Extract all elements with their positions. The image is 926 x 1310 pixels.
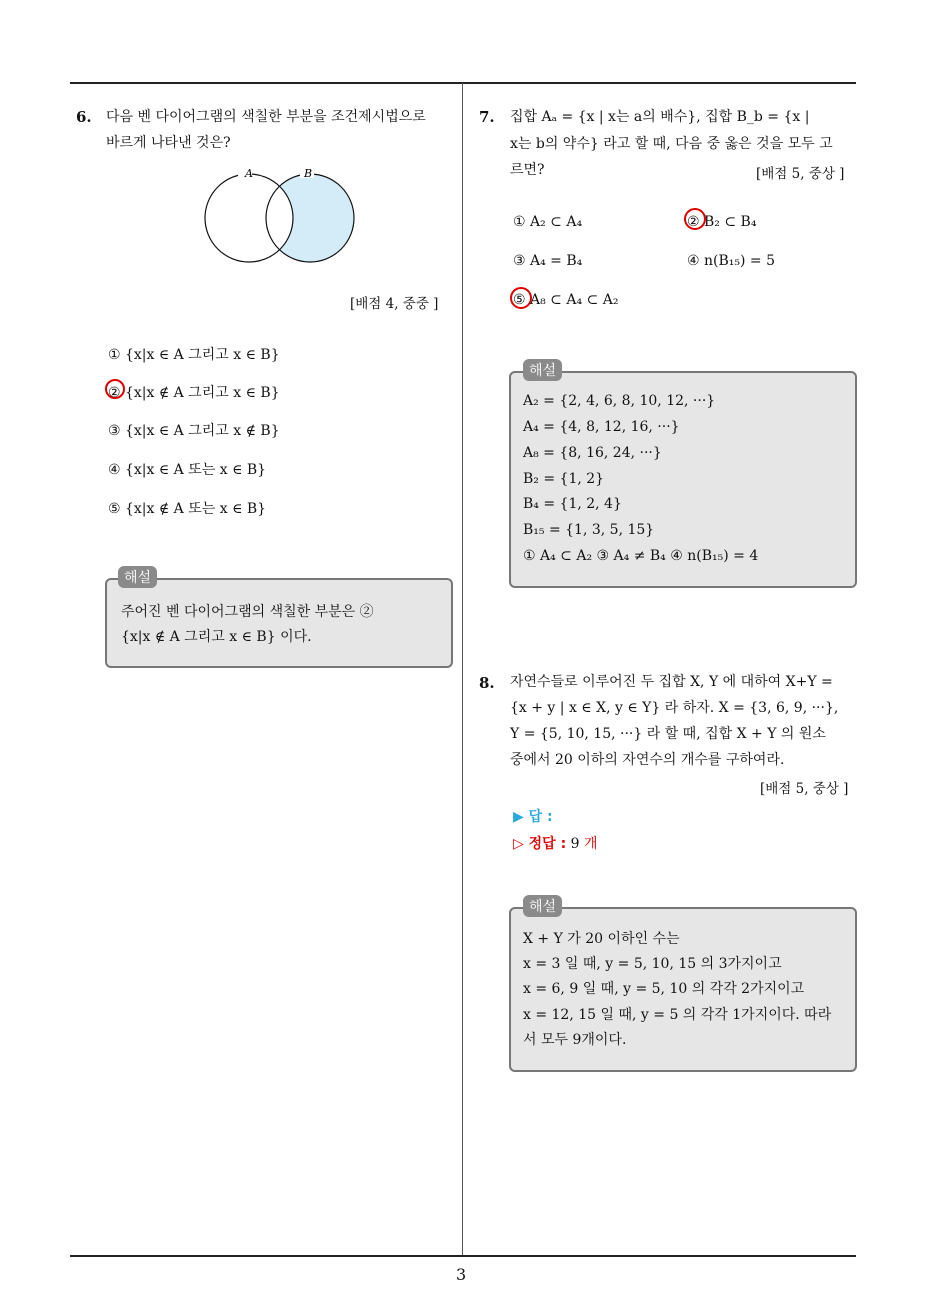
q7-solution-line-2: A₄ = {4, 8, 12, 16, ···} [523, 419, 680, 435]
q8-solution-tag: 해설 [523, 895, 562, 917]
q7-option-5[interactable]: ⑤ A₈ ⊂ A₄ ⊂ A₂ [513, 292, 619, 308]
q6-text-line-1: 다음 벤 다이어그램의 색칠한 부분을 조건제시법으로 [106, 109, 426, 125]
q7-solution-line-7: ① A₄ ⊂ A₂ ③ A₄ ≠ B₄ ④ n(B₁₅) = 4 [523, 548, 759, 564]
q8-correct-answer [513, 833, 598, 853]
q6-text-line-2: 바르게 나타낸 것은? [106, 135, 231, 151]
q7-solution-line-1: A₂ = {2, 4, 6, 8, 10, 12, ···} [523, 393, 716, 409]
column-divider [462, 83, 463, 1256]
q6-option-5[interactable]: ⑤ {x|x ∉ A 또는 x ∈ B} [108, 501, 267, 517]
q7-option-3[interactable]: ③ A₄ = B₄ [513, 253, 583, 269]
q8-solution-line-2: x = 3 일 때, y = 5, 10, 15 의 3가지이고 [523, 956, 782, 972]
q6-option-1[interactable]: ① {x|x ∈ A 그리고 x ∈ B} [108, 347, 280, 363]
q6-number: 6. [76, 108, 92, 126]
q7-score: [배점 5, 중상 ] [756, 166, 845, 182]
q6-option-2[interactable]: ② {x|x ∉ A 그리고 x ∈ B} [108, 385, 280, 401]
q7-solution-line-4: B₂ = {1, 2} [523, 471, 605, 487]
q8-answer-label: ▶ 답 : [513, 809, 553, 825]
q7-text-line-3: 르면? [510, 162, 545, 178]
venn-diagram [198, 166, 363, 270]
q8-solution-line-3: x = 6, 9 일 때, y = 5, 10 의 각각 2가지이고 [523, 981, 805, 997]
q7-text-line-1: 집합 Aₐ = {x | x는 a의 배수}, 집합 B_b = {x | [510, 109, 810, 125]
q8-solution-line-4: x = 12, 15 일 때, y = 5 의 각각 1가지이다. 따라 [523, 1007, 832, 1023]
q8-correct-unit: 개 [584, 836, 598, 852]
q7-solution-line-6: B₁₅ = {1, 3, 5, 15} [523, 522, 655, 538]
q6-solution-line-1: 주어진 벤 다이어그램의 색칠한 부분은 ② [121, 604, 374, 620]
q8-text-line-4: 중에서 20 이하의 자연수의 개수를 구하여라. [510, 752, 785, 768]
q6-solution-line-2: {x|x ∉ A 그리고 x ∈ B} 이다. [121, 629, 312, 645]
q8-text-line-1: 자연수들로 이루어진 두 집합 X, Y 에 대하여 X+Y = [510, 674, 833, 690]
q7-number: 7. [479, 108, 495, 126]
q7-text-line-2: x는 b의 약수} 라고 할 때, 다음 중 옳은 것을 모두 고 [510, 136, 833, 152]
venn-label-a: A [245, 167, 253, 180]
bottom-rule [70, 1255, 856, 1257]
q8-solution-line-5: 서 모두 9개이다. [523, 1032, 627, 1048]
q7-solution-line-3: A₈ = {8, 16, 24, ···} [523, 445, 662, 461]
q6-score: [배점 4, 중중 ] [350, 296, 439, 312]
q7-option-2[interactable]: ② B₂ ⊂ B₄ [687, 214, 757, 230]
q7-solution-line-5: B₄ = {1, 2, 4} [523, 496, 622, 512]
page-number: 3 [456, 1265, 467, 1284]
q7-option-4[interactable]: ④ n(B₁₅) = 5 [687, 253, 775, 269]
q7-solution-tag: 해설 [523, 359, 562, 381]
q7-option-1[interactable]: ① A₂ ⊂ A₄ [513, 214, 583, 230]
q6-solution-tag: 해설 [118, 566, 157, 588]
q6-option-3[interactable]: ③ {x|x ∈ A 그리고 x ∉ B} [108, 423, 280, 439]
q6-solution-box [105, 578, 453, 668]
q8-solution-line-1: X + Y 가 20 이하인 수는 [523, 931, 680, 947]
q8-correct-value: 9 [570, 836, 580, 852]
q8-text-line-2: {x + y | x ∈ X, y ∈ Y} 라 하자. X = {3, 6, 9, ···}, [510, 700, 839, 716]
top-rule [70, 82, 856, 84]
q8-text-line-3: Y = {5, 10, 15, ···} 라 할 때, 집합 X + Y 의 원소 [510, 726, 826, 742]
venn-label-b: B [304, 167, 313, 180]
q8-correct-label: ▷ 정답 : [513, 836, 567, 852]
q6-option-4[interactable]: ④ {x|x ∈ A 또는 x ∈ B} [108, 462, 267, 478]
q8-score: [배점 5, 중상 ] [760, 781, 849, 797]
q8-number: 8. [479, 674, 495, 692]
